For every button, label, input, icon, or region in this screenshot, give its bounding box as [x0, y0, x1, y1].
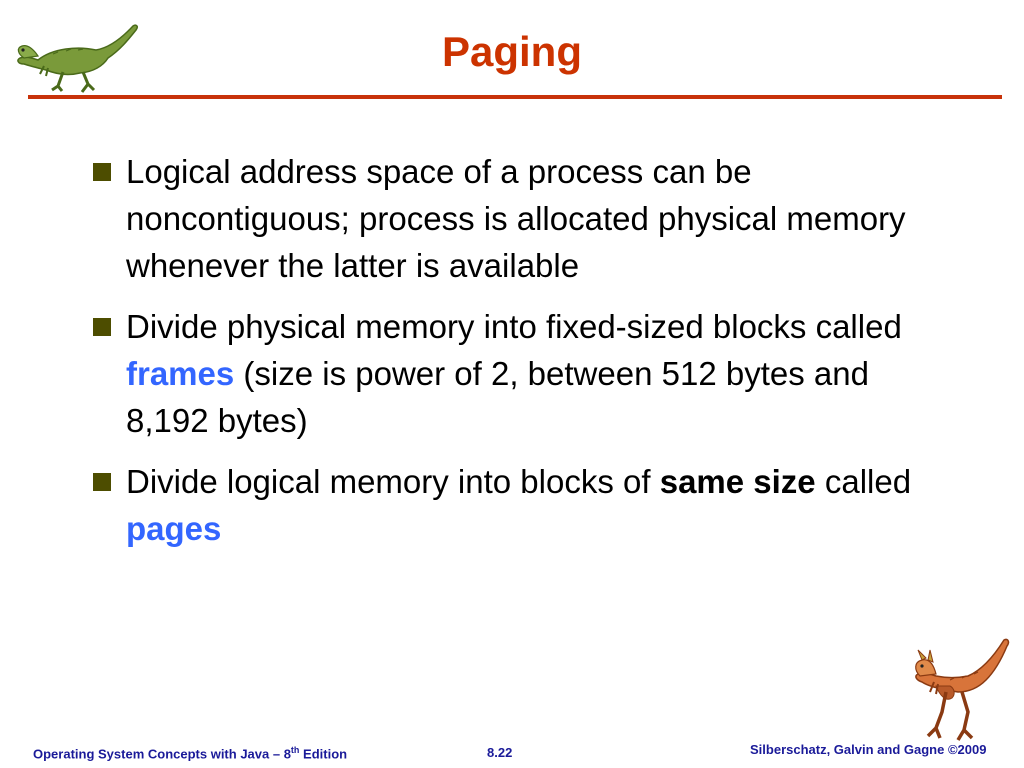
red-dinosaur-icon — [906, 636, 1014, 746]
footer-copyright: Silberschatz, Galvin and Gagne ©2009 — [750, 742, 987, 757]
slide-title: Paging — [441, 28, 582, 75]
emphasis-same-size: same size — [659, 463, 816, 500]
bullet-text: Logical address space of a process can be noncontiguous; process is allocated physical memory whenever the latter is available — [126, 153, 906, 284]
bullet-item — [90, 148, 940, 289]
bullet-text: called — [815, 463, 912, 500]
bullet-text: (size is power of 2, between 512 bytes and 8,192 bytes) — [126, 355, 869, 439]
bullet-item — [90, 458, 940, 552]
title-divider — [28, 95, 1002, 99]
footer-edition-label: Edition — [299, 746, 348, 762]
footer-page-number: 8.22 — [487, 745, 513, 760]
footer-book-title-text: Operating System Concepts with Java – 8 — [33, 746, 291, 762]
square-bullet-icon — [93, 318, 111, 336]
bullet-list — [90, 148, 940, 566]
footer-edition-sup: th — [290, 745, 300, 755]
square-bullet-icon — [93, 163, 111, 181]
bullet-text: Divide physical memory into fixed-sized blocks called — [126, 308, 902, 345]
footer-book-title — [33, 745, 347, 761]
term-frames: frames — [126, 355, 235, 392]
bullet-text: Divide logical memory into blocks of — [126, 463, 660, 500]
bullet-item — [90, 303, 940, 444]
square-bullet-icon — [93, 473, 111, 491]
term-pages: pages — [126, 510, 222, 547]
